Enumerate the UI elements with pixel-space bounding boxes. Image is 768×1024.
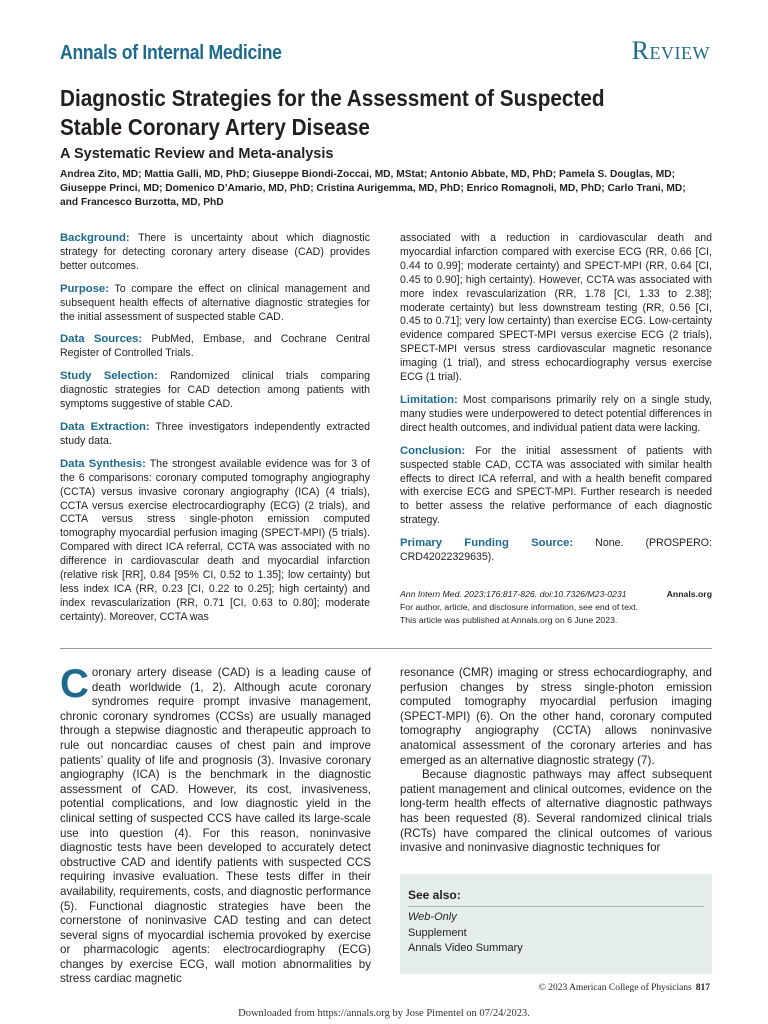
body-left-column: [60, 662, 371, 987]
body-right-column: [400, 666, 712, 856]
copyright-text: © 2023 American College of Physicians: [538, 983, 692, 993]
study-selection-text: Randomized clinical trials comparing diagnostic strategies for CAD detection among patients with symptoms suggestive of stable CAD.: [60, 370, 370, 411]
citation-reference[interactable]: Ann Intern Med. 2023;176:817-826. doi:10.7326/M23-0231: [400, 589, 627, 599]
purpose-text: To compare the effect on clinical management and subsequent health effects of alternative diagnostic strategies for the initial assessment of suspected stable CAD.: [60, 282, 370, 323]
intro-text: oronary artery disease (CAD) is a leading cause of death worldwide (1, 2). Although acute coronary syndromes require prompt invasive management, chronic coronary syndromes (CCSs) are usually managed through a stepwise diagnostic and therapeutic approach to rule out noncardiac causes of chest pain and improve patients’ quality of life and prognosis (3). Invasive coronary angiography (ICA) is the benchmark in the diagnostic assessment of CAD. However, its cost, invasiveness, potential complications, and low diagnostic yield in the clinical setting of suspected CCS have called its large-scale use into question (4). For this reason, noninvasive diagnostic tests have been developed to accurately detect obstructive CAD and identify patients with suspected CCS requiring invasive evaluation. These tests differ in their availability, requirements, costs, and diagnostic performance (5). Functional diagnostic strategies have been the cornerstone of noninvasive CAD testing and can detect several signs of myocardial ischemia provoked by exercise or pharmacologic agents: electrocardiography (ECG) changes by exercise ECG, wall motion abnormalities by stress cardiac magnetic: [60, 666, 371, 986]
conclusion-label: Conclusion:: [400, 444, 466, 457]
background-text: There is uncertainty about which diagnostic strategy for detecting coronary artery disease (CAD) provides better outcomes.: [60, 232, 370, 272]
data-extraction-text: Three investigators independently extracted study data.: [60, 420, 370, 447]
conclusion-text: For the initial assessment of patients with suspected stable CAD, CCTA was associated with similar health effects to direct ICA referral, and with a health benefit compared with exercise ECG and SPECT-MPI. Further research is needed to better assess the relative performance of each diagnostic strategy.: [400, 444, 712, 527]
abstract-background: [60, 232, 370, 274]
author-info-note: For author, article, and disclosure information, see end of text.: [400, 602, 639, 613]
see-also-title: See also:: [408, 888, 704, 907]
data-sources-text: PubMed, Embase, and Cochrane Central Register of Controlled Trials.: [60, 333, 371, 360]
abstract-purpose: [60, 283, 370, 325]
abstract-data-extraction: [60, 421, 370, 449]
abstract-left-column: [60, 232, 370, 634]
page-number: 817: [695, 983, 710, 993]
funding-text: None. (PROSPERO: CRD42022329635).: [400, 537, 712, 564]
abstract-study-selection: [60, 370, 370, 412]
abstract-limitation: [400, 394, 712, 436]
data-synthesis-text: The strongest available evidence was for 3 of the 6 comparisons: coronary computed tomography angiography (CCTA) versus invasive coronary angiography (ICA) (4 trials), CCTA versus exercise electrocardiography (ECG) (2 trials), and CCTA versus stress single-photon emission computed tomography myocardial perfusion imaging (SPECT-MPI) (5 trials). Compared with direct ICA referral, CCTA was associated with no difference in cardiovascular death and myocardial infarction (relative risk [RR], 0.84 [95% CI, 0.52 to 1.35]; low certainty) but less index ICA (RR, 0.23 [CI, 0.22 to 0.25]; high certainty) and index revascularization (RR, 0.71 [CI, 0.63 to 0.80]; moderate certainty). Moreover, CCTA was: [60, 457, 370, 623]
page-footer: [539, 983, 710, 993]
journal-name: Annals of Internal Medicine: [60, 42, 282, 64]
supplement-link[interactable]: Supplement: [408, 926, 467, 939]
body-paragraph-2: Because diagnostic pathways may affect subsequent patient management and clinical outcomes, evidence on the long-term health effects of alternative diagnostic pathways has been requested (8). Several randomized clinical trials (RCTs) have compared the clinical outcomes of various invasive and noninvasive diagnostic techniques for: [400, 768, 712, 855]
author-list: Andrea Zito, MD; Mattia Galli, MD, PhD; Giuseppe Biondi-Zoccai, MD, MStat; Antonio Abbate, MD, PhD; Pamela S. Douglas, MD; Giuseppe Princi, MD; Domenico D’Amario, MD, PhD; Cristina Aurigemma, MD, PhD; Enrico Romagnoli, MD, PhD; Carlo Trani, MD; and Francesco Burzotta, MD, PhD: [60, 169, 686, 208]
limitation-label: Limitation:: [400, 393, 458, 406]
citation-block: [400, 588, 712, 628]
abstract-data-sources: [60, 333, 370, 361]
abstract-data-synthesis: [60, 458, 370, 625]
body-paragraph-continued: resonance (CMR) imaging or stress echocardiography, and perfusion changes by stress single-photon emission computed tomography myocardial perfusion imaging (SPECT-MPI) (6). On the other hand, coronary computed tomography angiography (CCTA) allows noninvasive anatomical assessment of the coronary arteries and has emerged as an alternative diagnostic strategy (7).: [400, 666, 712, 767]
abstract-right-column: [400, 232, 712, 574]
video-summary-link[interactable]: Annals Video Summary: [408, 942, 523, 954]
limitation-text: Most comparisons primarily rely on a single study, many studies were underpowered to detect potential differences in direct health outcomes, and individual patient data were lacking.: [400, 393, 712, 434]
citation-row: [400, 588, 712, 601]
purpose-label: Purpose:: [60, 282, 109, 295]
download-notice: Downloaded from https://annals.org by Jose Pimentel on 07/24/2023.: [238, 1008, 530, 1019]
abstract-funding: [400, 537, 712, 565]
article-subtitle: A Systematic Review and Meta-analysis: [60, 146, 334, 162]
data-synthesis-continued: associated with a reduction in cardiovascular death and myocardial infarction compared with exercise ECG (RR, 0.66 [CI, 0.44 to 0.99]; moderate certainty) and SPECT-MPI (RR, 0.64 [CI, 0.45 to 0.90]; high certainty). However, CCTA was associated with more index revascularization (RR, 1.78 [CI, 1.33 to 2.38]; moderate certainty) but less downstream testing (RR, 0.56 [CI, 0.45 to 0.71]; very low certainty) than exercise ECG. Low-certainty evidence compared SPECT-MPI versus exercise ECG (2 trials), SPECT-MPI versus stress cardiovascular magnetic resonance imaging (1 trial), and stress echocardiography versus exercise ECG (1 trial).: [400, 232, 712, 384]
annals-site-link[interactable]: Annals.org: [666, 589, 712, 599]
funding-label: Primary Funding Source:: [400, 537, 574, 550]
section-divider: [60, 648, 712, 649]
data-synthesis-label: Data Synthesis:: [60, 457, 146, 470]
abstract-conclusion: [400, 445, 712, 528]
web-only-label: Web-Only: [408, 911, 457, 923]
section-label: Review: [631, 36, 710, 65]
see-also-box: [400, 874, 712, 974]
study-selection-label: Study Selection:: [60, 370, 158, 383]
drop-cap: C: [60, 662, 89, 706]
publication-note: This article was published at Annals.org on 6 June 2023.: [400, 615, 618, 626]
background-label: Background:: [60, 232, 130, 244]
intro-paragraph: [60, 662, 371, 987]
data-sources-label: Data Sources:: [60, 333, 143, 346]
article-title: Diagnostic Strategies for the Assessment of Suspected Stable Coronary Artery Disease: [60, 85, 605, 140]
data-extraction-label: Data Extraction:: [60, 420, 150, 433]
